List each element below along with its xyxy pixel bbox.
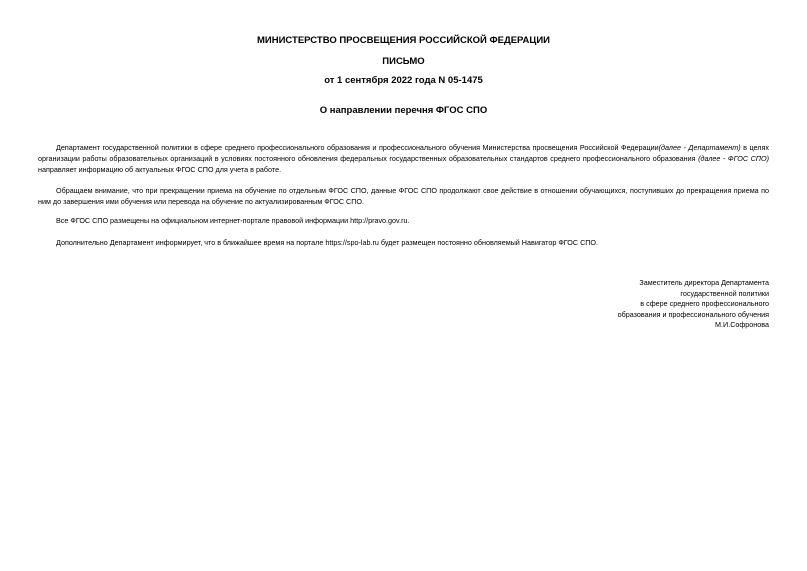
signature-line-3: в сфере среднего профессионального <box>640 299 769 308</box>
paragraph-1-text-e: направляет информацию об актуальных ФГОС СПО для учета в работе. <box>38 165 282 174</box>
document-date-number: от 1 сентября 2022 года N 05-1475 <box>324 75 483 86</box>
paragraph-2 <box>38 185 769 207</box>
signature-line-2: государственной политики <box>680 288 769 298</box>
paragraph-1-department-abbr: (далее - Департамент) <box>658 143 741 152</box>
signature-block <box>469 278 769 331</box>
paragraph-1-fgos-abbr: (далее - ФГОС СПО) <box>698 154 769 163</box>
ministry-name: МИНИСТЕРСТВО ПРОСВЕЩЕНИЯ РОССИЙСКОЙ ФЕДЕРАЦИИ <box>256 35 551 46</box>
paragraph-1 <box>38 142 769 175</box>
document-type: ПИСЬМО <box>382 56 425 67</box>
paragraph-1-text-c: в целях организации работы образовательных организаций в условиях постоянного обновления федеральных государственных образовательных стандартов среднего профессионального образования <box>38 143 769 163</box>
paragraph-3 <box>38 215 769 226</box>
paragraph-3-text: Все ФГОС СПО размещены на официальном интернет-портале правовой информации http://pravo.gov.ru. <box>56 216 410 225</box>
paragraph-4-text: Дополнительно Департамент информирует, что в ближайшее время на портале https://spo-lab.ru будет размещен постоянно обновляемый Навигатор ФГОС СПО. <box>56 238 599 247</box>
document-subject: О направлении перечня ФГОС СПО <box>319 105 488 116</box>
paragraph-4 <box>38 237 769 248</box>
paragraph-2-text: Обращаем внимание, что при прекращении приема на обучение по отдельным ФГОС СПО, данные ФГОС СПО продолжают свое действие в отношении обучающихся, поступивших до прекращения приема по ним до завершения ими обучения или перевода на обучение по актуализированным ФГОС СПО. <box>38 186 769 206</box>
signatory-name: М.И.Софронова <box>715 320 769 329</box>
paragraph-1-text-a: Департамент государственной политики в сфере среднего профессионального образования и профессионального обучения Министерства просвещения Российской Федерации <box>56 143 659 152</box>
signature-line-1: Заместитель директора Департамента <box>639 278 769 287</box>
signature-line-4: образования и профессионального обучения <box>617 309 769 319</box>
